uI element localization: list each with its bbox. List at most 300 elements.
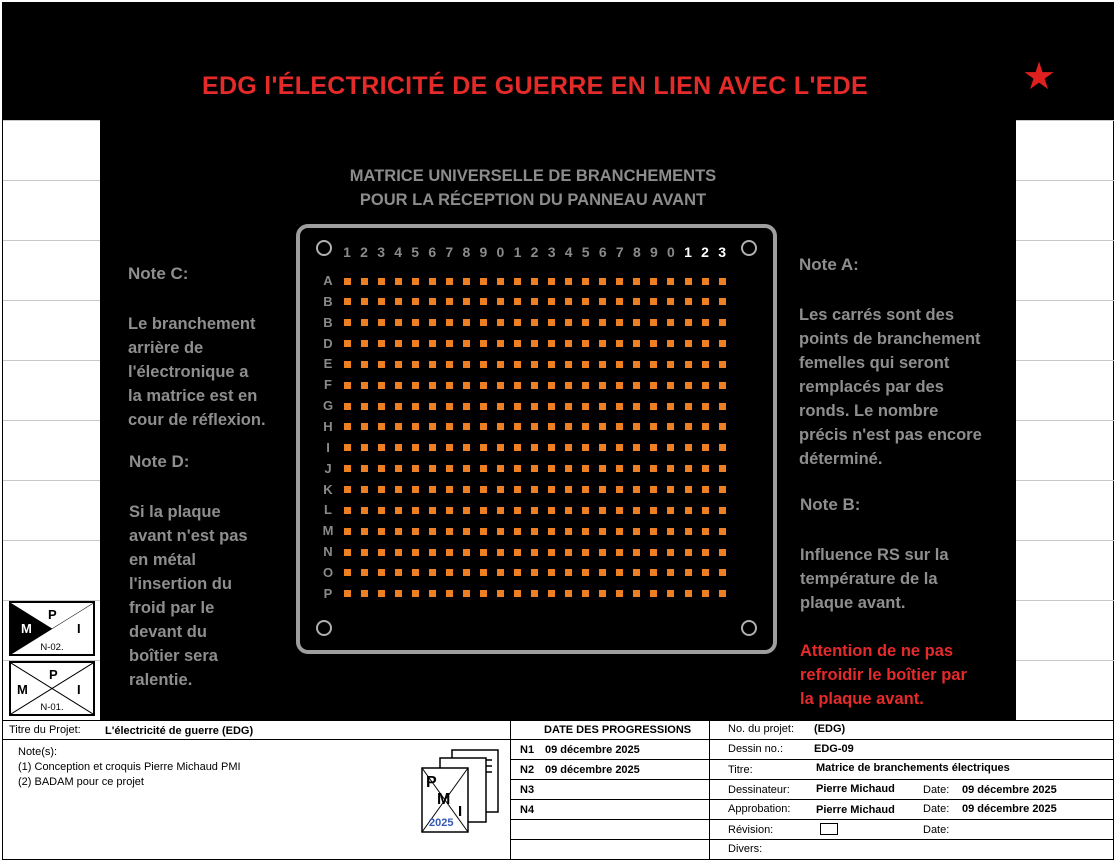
connection-point xyxy=(497,319,504,326)
star-icon: ★ xyxy=(1022,56,1057,98)
connection-point xyxy=(599,444,606,451)
connection-point xyxy=(599,528,606,535)
connection-point xyxy=(650,319,657,326)
drawing-no-value: EDG-09 xyxy=(814,743,854,755)
connection-point xyxy=(616,361,623,368)
note-a xyxy=(799,229,1009,495)
connection-point xyxy=(412,361,419,368)
designer-value: Pierre Michaud xyxy=(816,783,895,795)
connection-point xyxy=(429,403,436,410)
connection-point xyxy=(633,486,640,493)
connection-point xyxy=(599,486,606,493)
connection-point xyxy=(667,340,674,347)
connection-point xyxy=(582,507,589,514)
logo-p: P xyxy=(426,774,437,791)
connection-point xyxy=(685,423,692,430)
connection-point xyxy=(378,444,385,451)
connection-point xyxy=(446,382,453,389)
note-b xyxy=(800,469,1010,735)
connection-point xyxy=(667,319,674,326)
connection-point xyxy=(582,382,589,389)
connection-point xyxy=(650,278,657,285)
matrix-column-label: 5 xyxy=(411,244,420,260)
connection-point xyxy=(531,340,538,347)
connection-point xyxy=(650,403,657,410)
connection-point xyxy=(685,528,692,535)
connection-point xyxy=(667,590,674,597)
connection-point xyxy=(361,444,368,451)
title-value: Matrice de branchements électriques xyxy=(816,762,1010,774)
connection-point xyxy=(378,298,385,305)
margin-cell xyxy=(1016,300,1114,360)
mounting-hole-icon xyxy=(741,240,757,256)
connection-point xyxy=(514,590,521,597)
connection-point xyxy=(667,298,674,305)
matrix-row-label: P xyxy=(323,585,333,601)
connection-point xyxy=(361,298,368,305)
connection-point xyxy=(616,298,623,305)
note-a-title: Note A: xyxy=(799,255,859,274)
connection-point xyxy=(650,361,657,368)
connection-point xyxy=(685,549,692,556)
connection-point xyxy=(429,319,436,326)
connection-point xyxy=(446,444,453,451)
matrix-row-label: B xyxy=(323,314,333,330)
connection-point xyxy=(633,403,640,410)
connection-point xyxy=(480,507,487,514)
connection-point xyxy=(412,278,419,285)
connection-point xyxy=(650,549,657,556)
connection-point xyxy=(412,403,419,410)
connection-point xyxy=(395,528,402,535)
connection-point xyxy=(412,340,419,347)
connection-point xyxy=(514,340,521,347)
connection-point xyxy=(582,444,589,451)
margin-cell xyxy=(3,180,100,240)
connection-point xyxy=(344,549,351,556)
connection-point xyxy=(497,590,504,597)
connection-point xyxy=(480,486,487,493)
connection-point xyxy=(378,278,385,285)
connection-point xyxy=(582,319,589,326)
note-c xyxy=(128,238,298,456)
progress-header: DATE DES PROGRESSIONS xyxy=(544,724,692,736)
connection-point xyxy=(429,361,436,368)
connection-point xyxy=(531,361,538,368)
matrix-row-label: B xyxy=(323,293,333,309)
connection-point xyxy=(514,403,521,410)
connection-point xyxy=(719,298,726,305)
connection-point xyxy=(497,361,504,368)
connection-point xyxy=(667,361,674,368)
pmi-logo xyxy=(420,748,500,834)
divider xyxy=(3,739,510,740)
connection-point xyxy=(463,361,470,368)
connection-point xyxy=(582,361,589,368)
connection-point xyxy=(361,507,368,514)
logo-m: M xyxy=(437,791,451,808)
connection-point xyxy=(719,278,726,285)
connection-point xyxy=(463,569,470,576)
connection-point xyxy=(531,549,538,556)
connection-point xyxy=(429,298,436,305)
connection-point xyxy=(395,590,402,597)
connection-point xyxy=(599,569,606,576)
connection-point xyxy=(565,569,572,576)
connection-point xyxy=(480,403,487,410)
connection-point xyxy=(514,278,521,285)
connection-point xyxy=(463,590,470,597)
connection-point xyxy=(446,507,453,514)
revision-checkbox[interactable] xyxy=(820,823,838,835)
connection-point xyxy=(582,528,589,535)
connection-point xyxy=(344,340,351,347)
connection-point xyxy=(497,486,504,493)
connection-point xyxy=(548,486,555,493)
connection-point xyxy=(344,569,351,576)
matrix-column-label: 2 xyxy=(701,244,709,260)
connection-point xyxy=(531,590,538,597)
matrix-column-label: 9 xyxy=(479,244,488,260)
connection-point xyxy=(702,528,709,535)
matrix-subtitle-line1: MATRICE UNIVERSELLE DE BRANCHEMENTS xyxy=(349,167,717,185)
connection-point xyxy=(719,569,726,576)
connection-point xyxy=(395,486,402,493)
connection-point xyxy=(378,486,385,493)
connection-point xyxy=(361,486,368,493)
connection-point xyxy=(685,403,692,410)
margin-cell xyxy=(3,300,100,360)
connection-point xyxy=(548,549,555,556)
connection-point xyxy=(361,569,368,576)
divider xyxy=(510,839,1114,840)
connection-point xyxy=(361,340,368,347)
note-b-body: Influence RS sur la température de la plaque avant. xyxy=(800,546,949,612)
connection-point xyxy=(633,528,640,535)
connection-point xyxy=(582,278,589,285)
connection-point xyxy=(719,340,726,347)
connection-point xyxy=(497,382,504,389)
connection-point xyxy=(565,507,572,514)
connection-point xyxy=(378,549,385,556)
connection-point xyxy=(463,528,470,535)
approval-date-value: 09 décembre 2025 xyxy=(962,803,1057,815)
connection-point xyxy=(446,278,453,285)
connection-point xyxy=(633,319,640,326)
matrix-row-label: A xyxy=(323,273,333,288)
connection-point xyxy=(599,549,606,556)
connection-point xyxy=(463,465,470,472)
connection-point xyxy=(719,361,726,368)
matrix-row-label: G xyxy=(322,398,334,414)
connection-point xyxy=(599,382,606,389)
matrix-row-label: N xyxy=(323,544,333,560)
connection-point xyxy=(702,403,709,410)
approval-label: Approbation: xyxy=(728,803,791,815)
margin-cell xyxy=(1016,360,1114,420)
connection-point xyxy=(667,528,674,535)
connection-point xyxy=(719,465,726,472)
margin-cell xyxy=(3,480,100,540)
connection-point xyxy=(378,403,385,410)
connection-point xyxy=(429,278,436,285)
connection-point xyxy=(633,298,640,305)
connection-point xyxy=(361,403,368,410)
connection-point xyxy=(719,382,726,389)
margin-cell xyxy=(1016,180,1114,240)
connection-point xyxy=(548,507,555,514)
connection-point xyxy=(685,486,692,493)
badge-m: M xyxy=(21,621,32,636)
connection-point xyxy=(378,361,385,368)
mounting-hole-icon xyxy=(741,620,757,636)
connection-point xyxy=(395,444,402,451)
badge-m: M xyxy=(17,682,28,697)
connection-point xyxy=(599,278,606,285)
connection-point xyxy=(633,361,640,368)
margin-cell xyxy=(3,360,100,420)
connection-point xyxy=(702,507,709,514)
connection-point xyxy=(565,486,572,493)
note-b-title: Note B: xyxy=(800,495,861,514)
connection-point xyxy=(395,340,402,347)
connection-point xyxy=(616,569,623,576)
connection-point xyxy=(497,569,504,576)
connection-point xyxy=(412,507,419,514)
connection-point xyxy=(514,423,521,430)
matrix-column-label: 1 xyxy=(684,244,692,260)
connection-point xyxy=(514,298,521,305)
connection-point xyxy=(412,423,419,430)
connection-point xyxy=(599,507,606,514)
badge-i: I xyxy=(77,682,81,697)
connection-point xyxy=(650,569,657,576)
matrix-column-label: 3 xyxy=(718,244,726,260)
note-d-title: Note D: xyxy=(129,452,190,471)
connection-point xyxy=(702,549,709,556)
connection-point xyxy=(361,361,368,368)
note-d-body: Si la plaque avant n'est pas en métal l'insertion du froid par le devant du boîtier sera ralentie. xyxy=(129,503,248,689)
connection-point xyxy=(395,382,402,389)
misc-label: Divers: xyxy=(728,843,763,855)
margin-cell xyxy=(1016,540,1114,600)
designer-date-label: Date: xyxy=(923,784,950,796)
approval-date-label: Date: xyxy=(923,803,950,815)
connection-point xyxy=(480,590,487,597)
connection-point xyxy=(616,278,623,285)
connection-point xyxy=(565,423,572,430)
connection-point xyxy=(480,382,487,389)
connection-point xyxy=(548,444,555,451)
connection-point xyxy=(531,319,538,326)
matrix-row-label: M xyxy=(322,523,334,539)
connection-point xyxy=(480,423,487,430)
divider xyxy=(510,819,1114,820)
connection-point xyxy=(650,528,657,535)
connection-point xyxy=(650,486,657,493)
connection-point xyxy=(480,319,487,326)
connection-point xyxy=(395,298,402,305)
connection-point xyxy=(463,507,470,514)
connection-point xyxy=(531,278,538,285)
connection-point xyxy=(667,382,674,389)
connection-point xyxy=(480,298,487,305)
connection-point xyxy=(463,319,470,326)
connection-point xyxy=(429,444,436,451)
connection-point xyxy=(599,319,606,326)
connection-point xyxy=(702,361,709,368)
connection-point xyxy=(446,486,453,493)
project-no-value: (EDG) xyxy=(814,723,846,735)
divider xyxy=(510,779,1114,780)
connection-point xyxy=(361,423,368,430)
connection-point xyxy=(446,340,453,347)
connection-point xyxy=(378,569,385,576)
connection-point xyxy=(344,278,351,285)
connection-point xyxy=(633,340,640,347)
matrix-column-label: 8 xyxy=(462,244,471,260)
connection-point xyxy=(582,423,589,430)
margin-cell xyxy=(3,240,100,300)
connection-point xyxy=(531,382,538,389)
connection-point xyxy=(565,444,572,451)
notes-label: Note(s): xyxy=(18,746,58,758)
connection-point xyxy=(361,319,368,326)
connection-point xyxy=(429,569,436,576)
connection-point xyxy=(702,340,709,347)
connection-point xyxy=(582,486,589,493)
connection-point xyxy=(480,340,487,347)
progress-key: N4 xyxy=(520,804,535,816)
connection-point xyxy=(344,403,351,410)
connection-point xyxy=(548,528,555,535)
connection-point xyxy=(344,444,351,451)
connection-point xyxy=(531,486,538,493)
connection-point xyxy=(582,549,589,556)
connection-point xyxy=(616,486,623,493)
connection-point xyxy=(702,486,709,493)
divider xyxy=(510,739,1114,740)
connection-point xyxy=(616,444,623,451)
connection-point xyxy=(463,444,470,451)
drawing-no-label: Dessin no.: xyxy=(728,743,784,755)
connection-point xyxy=(514,549,521,556)
divider xyxy=(510,759,1114,760)
connection-point xyxy=(344,486,351,493)
connection-point xyxy=(344,465,351,472)
connection-point xyxy=(446,319,453,326)
connection-point xyxy=(565,465,572,472)
badge-label: N-02. xyxy=(40,642,64,653)
connection-point xyxy=(361,549,368,556)
connection-point xyxy=(702,319,709,326)
matrix-column-label: 3 xyxy=(547,244,556,260)
connection-point xyxy=(685,298,692,305)
connection-point xyxy=(497,507,504,514)
connection-point xyxy=(685,590,692,597)
connection-point xyxy=(548,340,555,347)
connection-point xyxy=(480,465,487,472)
matrix-column-label: 6 xyxy=(598,244,607,260)
matrix-subtitle-line2: POUR LA RÉCEPTION DU PANNEAU AVANT xyxy=(359,191,707,209)
connection-point xyxy=(429,486,436,493)
note-1: (1) Conception et croquis Pierre Michaud PMI xyxy=(18,761,241,773)
connection-point xyxy=(565,382,572,389)
connection-point xyxy=(446,465,453,472)
connection-point xyxy=(548,465,555,472)
matrix-row-label: J xyxy=(324,460,332,476)
progress-key: N3 xyxy=(520,784,535,796)
connection-point xyxy=(361,465,368,472)
connection-point xyxy=(667,465,674,472)
connection-point xyxy=(497,278,504,285)
connection-point xyxy=(548,361,555,368)
margin-cell xyxy=(3,420,100,480)
connection-point xyxy=(685,569,692,576)
connection-point xyxy=(378,382,385,389)
connection-point xyxy=(616,528,623,535)
connection-point xyxy=(429,528,436,535)
connection-point xyxy=(395,569,402,576)
connection-point xyxy=(378,590,385,597)
connection-point xyxy=(361,382,368,389)
connection-point xyxy=(633,507,640,514)
connection-point xyxy=(497,340,504,347)
connection-point xyxy=(446,549,453,556)
connection-point xyxy=(650,444,657,451)
matrix-row-label: O xyxy=(322,564,334,580)
note-a-body: Les carrés sont des points de branchement femelles qui seront remplacés par des ronds. Le nombre précis n'est pas encore déterminé. xyxy=(799,306,982,468)
connection-point xyxy=(599,423,606,430)
title-block-top-border xyxy=(3,720,1114,721)
matrix-column-label: 5 xyxy=(581,244,590,260)
note-d xyxy=(129,426,289,716)
connection-point xyxy=(548,569,555,576)
connection-point xyxy=(565,403,572,410)
connection-point xyxy=(446,590,453,597)
revision-date-label: Date: xyxy=(923,824,950,836)
connection-point xyxy=(548,403,555,410)
connection-point xyxy=(395,549,402,556)
connection-point xyxy=(480,569,487,576)
designer-label: Dessinateur: xyxy=(728,784,790,796)
connection-point xyxy=(616,319,623,326)
connection-point xyxy=(514,569,521,576)
connection-point xyxy=(463,340,470,347)
connection-point xyxy=(548,423,555,430)
connection-point xyxy=(395,423,402,430)
connection-point xyxy=(514,444,521,451)
connection-point xyxy=(446,569,453,576)
badge-p: P xyxy=(49,667,58,682)
header-band xyxy=(3,3,1114,121)
connection-point xyxy=(650,423,657,430)
connection-point xyxy=(702,465,709,472)
connection-point xyxy=(344,507,351,514)
progress-date: 09 décembre 2025 xyxy=(545,764,640,776)
connection-point xyxy=(446,403,453,410)
connection-point xyxy=(599,298,606,305)
mounting-hole-icon xyxy=(316,620,332,636)
connection-point xyxy=(616,423,623,430)
connection-point xyxy=(514,361,521,368)
connection-point xyxy=(344,528,351,535)
connection-point xyxy=(702,382,709,389)
connection-point xyxy=(633,549,640,556)
progress-key: N2 xyxy=(520,764,535,776)
connection-point xyxy=(446,528,453,535)
badge-label: N-01. xyxy=(40,702,64,713)
